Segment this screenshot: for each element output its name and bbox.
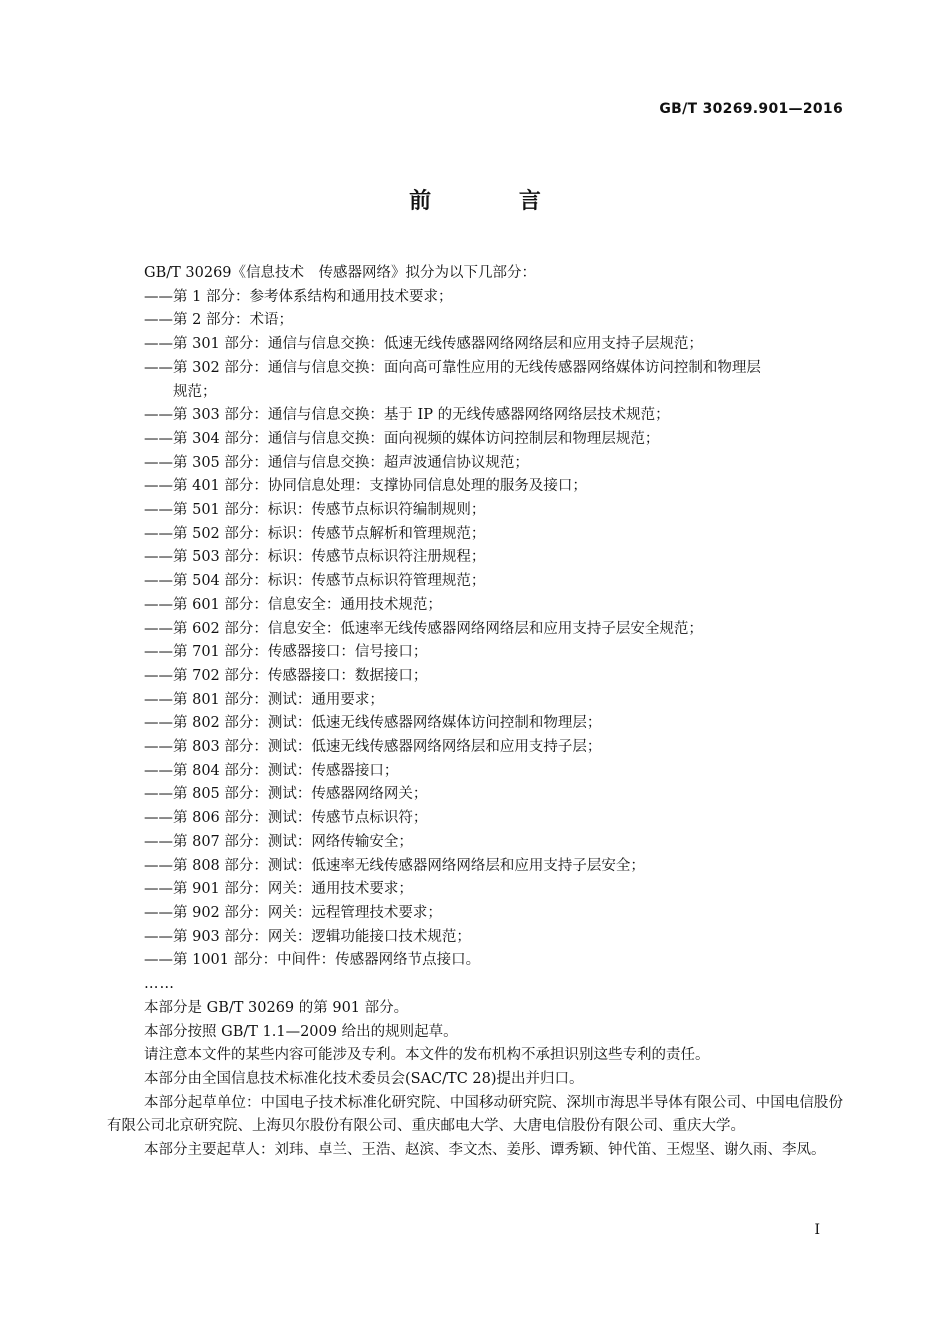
list-item: ——第 2 部分：术语；: [144, 312, 293, 329]
list-item-continuation: 规范；: [173, 383, 217, 400]
list-item: ——第 504 部分：标识：传感节点标识符管理规范；: [144, 573, 486, 590]
list-item: ——第 602 部分：信息安全：低速率无线传感器网络网络层和应用支持子层安全规范；: [144, 620, 703, 637]
page-title: 前 言: [409, 189, 581, 214]
paragraph-patent-notice: 请注意本文件的某些内容可能涉及专利。本文件的发布机构不承担识别这些专利的责任。: [144, 1047, 710, 1064]
paragraph-drafters: 本部分主要起草人：刘玮、卓兰、王浩、赵滨、李文杰、姜彤、谭秀颖、钟代笛、王煜坚、谢久雨、李凤。: [144, 1142, 826, 1159]
list-item: ——第 901 部分：网关：通用技术要求；: [144, 881, 413, 898]
list-item: ——第 303 部分：通信与信息交换：基于 IP 的无线传感器网络网络层技术规范；: [144, 407, 670, 424]
paragraph-drafting-units: 本部分起草单位：中国电子技术标准化研究院、中国移动研究院、深圳市海思半导体有限公司、中国电信股份有限公司北京研究院、上海贝尔股份有限公司、重庆邮电大学、大唐电信股份有限公司、重庆大学。: [107, 1094, 843, 1135]
paragraph-proposer: 本部分由全国信息技术标准化技术委员会(SAC/TC 28)提出并归口。: [144, 1070, 584, 1087]
intro-line: GB/T 30269《信息技术 传感器网络》拟分为以下几部分：: [144, 265, 537, 281]
list-item: ——第 304 部分：通信与信息交换：面向视频的媒体访问控制层和物理层规范；: [144, 430, 660, 447]
list-item: ——第 902 部分：网关：远程管理技术要求；: [144, 904, 442, 921]
list-item: ——第 702 部分：传感器接口：数据接口；: [144, 667, 428, 684]
list-item: ——第 804 部分：测试：传感器接口；: [144, 762, 399, 779]
list-item: ——第 803 部分：测试：低速无线传感器网络网络层和应用支持子层；: [144, 739, 602, 756]
list-item: ——第 601 部分：信息安全：通用技术规范；: [144, 596, 442, 613]
list-item: ——第 701 部分：传感器接口：信号接口；: [144, 644, 428, 661]
paragraph-part-info: 本部分是 GB/T 30269 的第 901 部分。: [144, 999, 409, 1016]
list-item: ——第 302 部分：通信与信息交换：面向高可靠性应用的无线传感器网络媒体访问控制和物理层: [144, 359, 761, 376]
list-item: ——第 808 部分：测试：低速率无线传感器网络网络层和应用支持子层安全；: [144, 857, 645, 874]
list-item: ——第 805 部分：测试：传感器网络网关；: [144, 786, 428, 803]
list-item: ——第 806 部分：测试：传感节点标识符；: [144, 810, 428, 827]
list-item: ——第 501 部分：标识：传感节点标识符编制规则；: [144, 502, 486, 519]
standard-code: GB/T 30269.901—2016: [659, 101, 843, 117]
ellipsis: ……: [144, 976, 175, 993]
list-item: ——第 1 部分：参考体系结构和通用技术要求；: [144, 288, 453, 305]
list-item: ——第 503 部分：标识：传感节点标识符注册规程；: [144, 549, 486, 566]
paragraph-drafting-rules: 本部分按照 GB/T 1.1—2009 给出的规则起草。: [144, 1023, 458, 1040]
list-item: ——第 807 部分：测试：网络传输安全；: [144, 833, 413, 850]
list-item: ——第 1001 部分：中间件：传感器网络节点接口。: [144, 952, 481, 969]
list-item: ——第 802 部分：测试：低速无线传感器网络媒体访问控制和物理层；: [144, 715, 602, 732]
list-item: ——第 305 部分：通信与信息交换：超声波通信协议规范；: [144, 454, 529, 471]
list-item: ——第 903 部分：网关：逻辑功能接口技术规范；: [144, 928, 471, 945]
list-item: ——第 401 部分：协同信息处理：支撑协同信息处理的服务及接口；: [144, 478, 587, 495]
list-item: ——第 801 部分：测试：通用要求；: [144, 691, 384, 708]
foreword-body: [107, 262, 843, 1163]
list-item: ——第 301 部分：通信与信息交换：低速无线传感器网络网络层和应用支持子层规范；: [144, 336, 703, 353]
list-item: ——第 502 部分：标识：传感节点解析和管理规范；: [144, 525, 486, 542]
page-number: I: [814, 1222, 820, 1238]
